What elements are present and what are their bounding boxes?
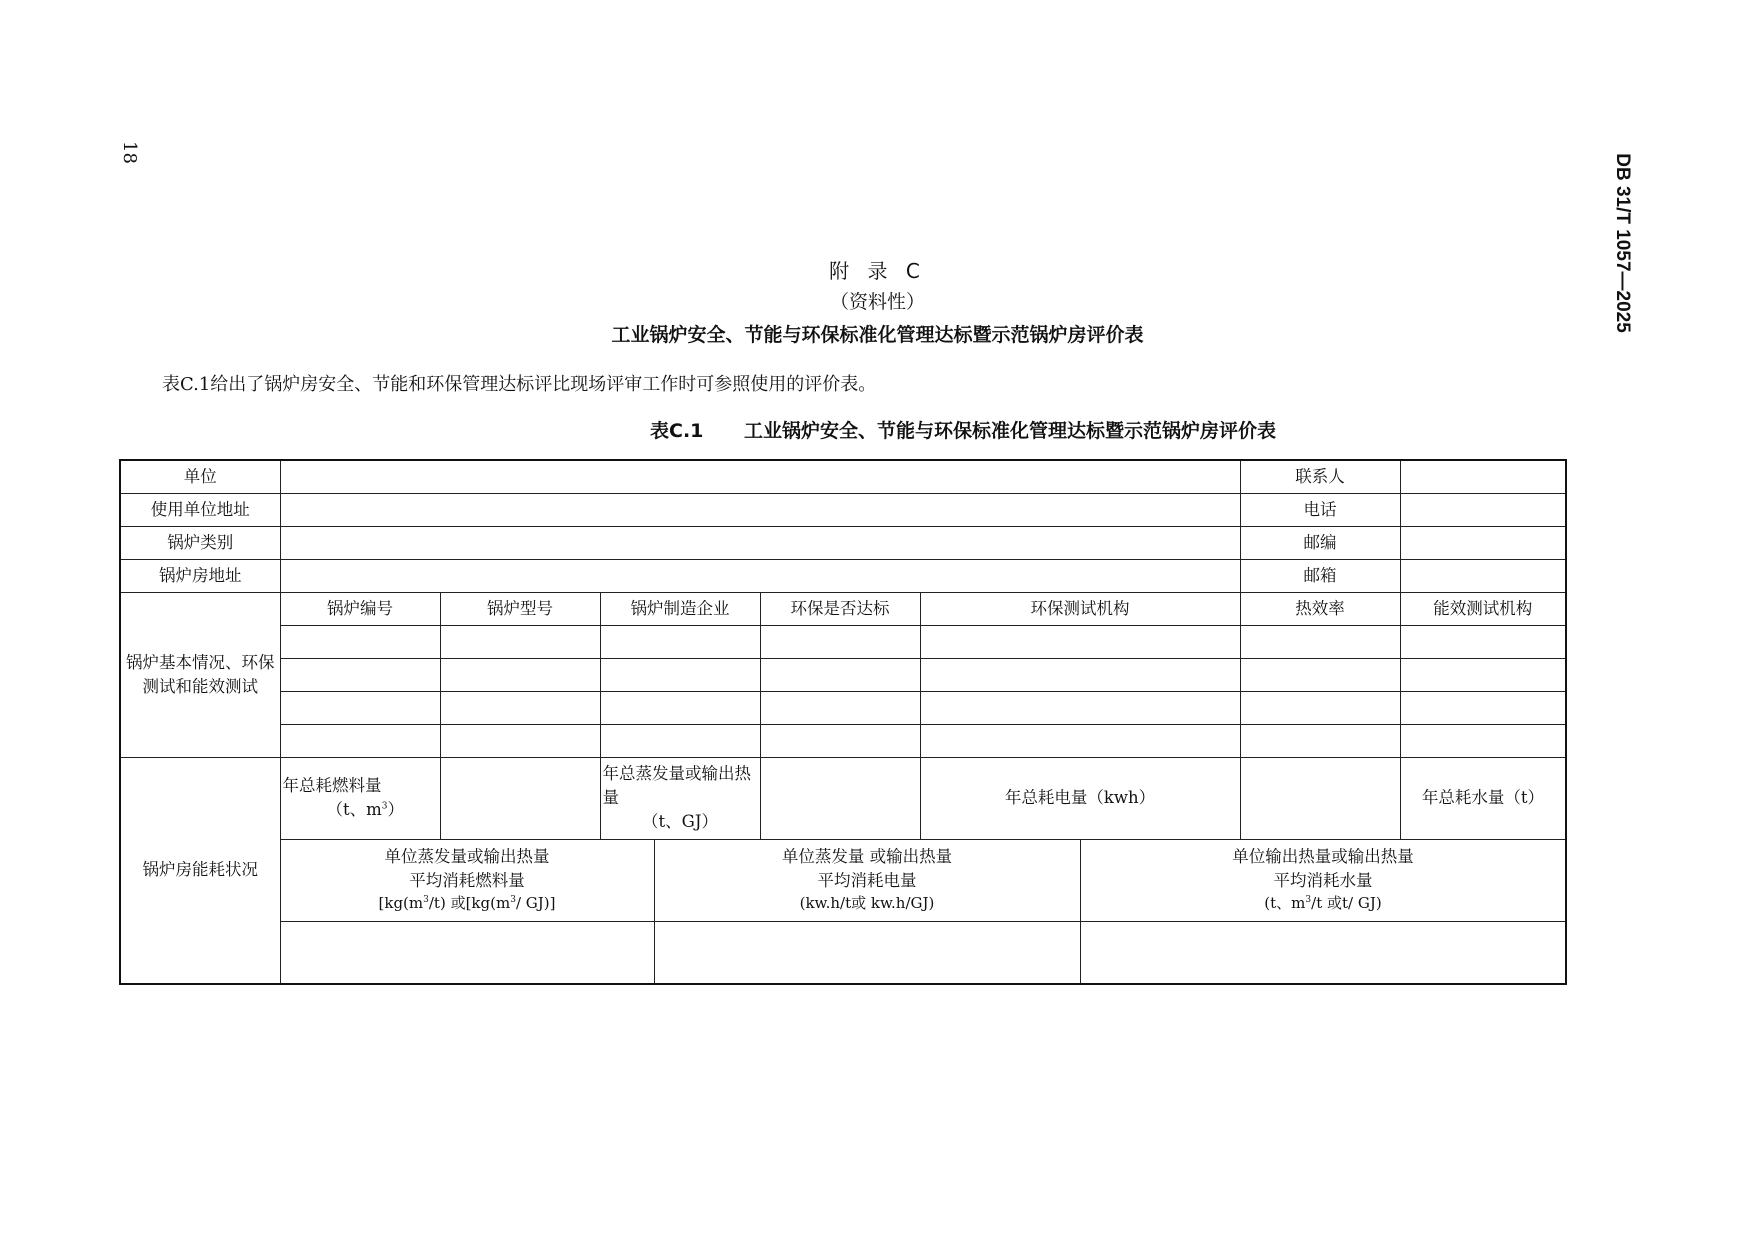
unit-water-line1: 单位输出热量或输出热量 — [1232, 847, 1414, 867]
evaluation-table — [119, 459, 1567, 985]
data-cell[interactable] — [1400, 724, 1566, 757]
value-cell[interactable] — [1400, 526, 1566, 559]
table-row — [120, 839, 1566, 921]
data-cell[interactable] — [600, 724, 760, 757]
unit-water-units-a: (t、m — [1264, 894, 1306, 913]
table-row — [120, 559, 1566, 592]
data-cell[interactable] — [920, 658, 1240, 691]
data-cell[interactable] — [1240, 658, 1400, 691]
fuel-unit-pre: （t、m — [326, 800, 382, 819]
unit-fuel-units-a: [kg(m — [378, 894, 424, 913]
data-cell[interactable] — [600, 658, 760, 691]
data-cell[interactable] — [920, 625, 1240, 658]
section-label-energy: 锅炉房能耗状况 — [120, 757, 280, 984]
table-row — [120, 526, 1566, 559]
data-cell[interactable] — [1240, 625, 1400, 658]
annual-power-value[interactable] — [1240, 757, 1400, 839]
unit-fuel-value[interactable] — [280, 921, 654, 984]
annual-steam-value[interactable] — [760, 757, 920, 839]
value-cell[interactable] — [280, 526, 1240, 559]
annual-steam-label — [600, 757, 760, 839]
column-header: 能效测试机构 — [1400, 592, 1566, 625]
data-cell[interactable] — [440, 658, 600, 691]
unit-water-line2: 平均消耗水量 — [1273, 871, 1373, 891]
unit-fuel-units-sup1: 3 — [423, 895, 429, 906]
data-cell[interactable] — [280, 691, 440, 724]
table-row — [120, 592, 1566, 625]
label-cell: 使用单位地址 — [120, 493, 280, 526]
unit-water-value[interactable] — [1080, 921, 1566, 984]
unit-power-header — [654, 839, 1080, 921]
label-cell: 电话 — [1240, 493, 1400, 526]
annual-steam-text: 年总蒸发量或输出热量 — [602, 764, 751, 808]
table-row — [120, 658, 1566, 691]
data-cell[interactable] — [760, 691, 920, 724]
unit-fuel-line1: 单位蒸发量或输出热量 — [384, 847, 550, 867]
value-cell[interactable] — [280, 460, 1240, 493]
value-cell[interactable] — [1400, 493, 1566, 526]
table-caption-number: 表C.1 — [650, 420, 704, 442]
unit-fuel-units-sup2: 3 — [510, 895, 516, 906]
unit-water-units-sup1: 3 — [1305, 895, 1312, 906]
data-cell[interactable] — [1400, 691, 1566, 724]
label-cell: 邮编 — [1240, 526, 1400, 559]
unit-fuel-units — [283, 893, 652, 915]
table-row — [120, 493, 1566, 526]
unit-water-header — [1080, 839, 1566, 921]
annual-fuel-unit — [283, 798, 438, 822]
unit-fuel-units-b: /t) 或[kg(m — [428, 894, 511, 913]
column-header: 锅炉型号 — [440, 592, 600, 625]
annual-steam-unit: （t、GJ） — [642, 811, 718, 831]
data-cell[interactable] — [600, 625, 760, 658]
data-cell[interactable] — [600, 691, 760, 724]
unit-water-units — [1083, 893, 1564, 915]
data-cell[interactable] — [1400, 625, 1566, 658]
data-cell[interactable] — [280, 625, 440, 658]
unit-power-line1: 单位蒸发量 或输出热量 — [781, 847, 953, 867]
unit-power-units: (kw.h/t或 kw.h/GJ) — [799, 894, 935, 913]
appendix-title: 工业锅炉安全、节能与环保标准化管理达标暨示范锅炉房评价表 — [611, 324, 1144, 346]
annual-power-label: 年总耗电量（kwh） — [920, 757, 1240, 839]
value-cell[interactable] — [1400, 460, 1566, 493]
data-cell[interactable] — [280, 724, 440, 757]
fuel-unit-sup: 3 — [381, 801, 388, 812]
table-row — [120, 625, 1566, 658]
intro-paragraph: 表C.1给出了锅炉房安全、节能和环保管理达标评比现场评审工作时可参照使用的评价表。 — [162, 374, 877, 395]
data-cell[interactable] — [440, 625, 600, 658]
column-header: 环保是否达标 — [760, 592, 920, 625]
column-header: 热效率 — [1240, 592, 1400, 625]
data-cell[interactable] — [760, 724, 920, 757]
unit-power-value[interactable] — [654, 921, 1080, 984]
label-cell: 邮箱 — [1240, 559, 1400, 592]
label-cell: 单位 — [120, 460, 280, 493]
data-cell[interactable] — [440, 691, 600, 724]
appendix-nature: （资料性） — [829, 291, 925, 313]
unit-fuel-line2: 平均消耗燃料量 — [409, 871, 525, 891]
standard-code: DB 31/T 1057—2025 — [1612, 153, 1633, 333]
table-row — [120, 691, 1566, 724]
label-cell: 锅炉房地址 — [120, 559, 280, 592]
label-cell: 锅炉类别 — [120, 526, 280, 559]
label-cell: 联系人 — [1240, 460, 1400, 493]
table-caption-title: 工业锅炉安全、节能与环保标准化管理达标暨示范锅炉房评价表 — [744, 420, 1277, 442]
value-cell[interactable] — [1400, 559, 1566, 592]
data-cell[interactable] — [1400, 658, 1566, 691]
table-row — [120, 460, 1566, 493]
data-cell[interactable] — [280, 658, 440, 691]
section-label-basic: 锅炉基本情况、环保测试和能效测试 — [120, 592, 280, 757]
data-cell[interactable] — [1240, 691, 1400, 724]
fuel-unit-post: ） — [387, 800, 405, 819]
data-cell[interactable] — [760, 658, 920, 691]
table-row — [120, 921, 1566, 984]
data-cell[interactable] — [1240, 724, 1400, 757]
unit-fuel-units-c: / GJ)] — [515, 894, 556, 913]
data-cell[interactable] — [760, 625, 920, 658]
unit-power-line2: 平均消耗电量 — [817, 871, 917, 891]
annual-fuel-label — [280, 757, 440, 839]
data-cell[interactable] — [440, 724, 600, 757]
annual-water-label: 年总耗水量（t） — [1400, 757, 1566, 839]
value-cell[interactable] — [280, 493, 1240, 526]
table-row — [120, 757, 1566, 839]
unit-water-units-b: /t 或t/ GJ) — [1311, 894, 1382, 913]
table-caption — [650, 416, 1276, 443]
unit-fuel-header — [280, 839, 654, 921]
annual-fuel-value[interactable] — [440, 757, 600, 839]
appendix-heading: 附 录 C — [829, 259, 926, 283]
annual-fuel-text: 年总耗燃料量 — [282, 776, 382, 796]
data-cell[interactable] — [920, 691, 1240, 724]
data-cell[interactable] — [920, 724, 1240, 757]
column-header: 锅炉编号 — [280, 592, 440, 625]
column-header: 环保测试机构 — [920, 592, 1240, 625]
table-row — [120, 724, 1566, 757]
value-cell[interactable] — [280, 559, 1240, 592]
column-header: 锅炉制造企业 — [600, 592, 760, 625]
page-number: 18 — [118, 141, 140, 164]
